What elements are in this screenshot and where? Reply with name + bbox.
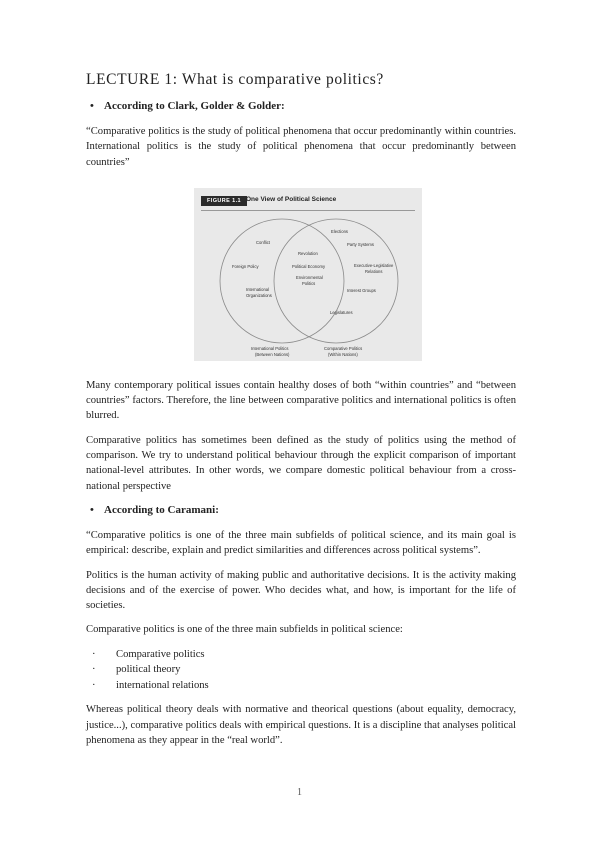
venn-label: Political Economy [292, 263, 326, 269]
list-bullet-icon: · [92, 648, 96, 660]
venn-label: Environmental [296, 274, 323, 280]
body-paragraph: Comparative politics is one of the three main subfields in political science: [86, 624, 403, 636]
venn-label: Party Systems [347, 241, 374, 247]
list-bullet-icon: · [92, 679, 96, 691]
venn-label: Interest Groups [347, 287, 376, 293]
section-bullet-caramani [86, 503, 516, 518]
list-item-text: international relations [116, 679, 209, 691]
venn-label: Organizations [246, 292, 272, 298]
venn-diagram [194, 188, 422, 361]
venn-label: Politics [302, 280, 316, 286]
list-item-text: political theory [116, 664, 181, 676]
venn-label: Revolution [298, 250, 318, 256]
venn-caption: (Within Nations) [328, 351, 358, 357]
venn-label: International [246, 286, 270, 292]
left-circle [220, 219, 344, 343]
list-item [86, 678, 516, 694]
venn-label: Executive-Legislative [354, 262, 394, 268]
venn-label: Foreign Policy [232, 263, 259, 269]
venn-label: Conflict [256, 239, 270, 245]
document-body [86, 70, 516, 757]
venn-caption: Comparative Politics [324, 345, 363, 351]
list-item [86, 662, 516, 678]
right-circle [274, 219, 398, 343]
caramani-definition-quote: “Comparative politics is one of the three main subfields of political science, and its main goal is empirical: describe, explain and predict similarities and differences across political systems”. [86, 529, 516, 557]
body-paragraph: Many contemporary political issues contain healthy doses of both “within countries” and “between countries” factors. Therefore, the line between comparative politics and international politics is often blurred. [86, 379, 516, 422]
list-item [86, 647, 516, 663]
venn-label: Elections [331, 228, 348, 234]
list-bullet-icon: · [92, 664, 96, 676]
section-label: According to Clark, Golder & Golder: [104, 100, 285, 112]
subfields-list [86, 647, 516, 694]
lecture-heading: LECTURE 1: What is comparative politics? [86, 71, 384, 88]
body-paragraph: Whereas political theory deals with normative and theorical questions (about equality, democracy, justice...), comparative politics deals with empirical questions. It is a discipline that analyses political phenomena as they appear in the “real world”. [86, 704, 516, 746]
figure-header [194, 195, 422, 210]
venn-caption: International Politics [251, 345, 289, 351]
figure-divider [201, 210, 415, 211]
venn-label: Legislatures [330, 309, 353, 315]
venn-caption: (Between Nations) [255, 351, 290, 357]
list-item-text: Comparative politics [116, 648, 205, 660]
clark-definition-quote: “Comparative politics is the study of political phenomena that occur predominantly within countries. International politics is the study of political phenomena that occur predominantly between countries” [86, 126, 516, 168]
body-paragraph: Politics is the human activity of making public and authoritative decisions. It is the activity making decisions and of the exercise of power. Who decides what, and how, is important for the life of societies. [86, 569, 516, 612]
section-bullet-clark [86, 99, 516, 114]
body-paragraph: Comparative politics has sometimes been defined as the study of politics using the method of comparison. We try to understand political behaviour through the explicit comparison of important national-level attributes. In other words, we compare domestic political behaviour from a cross-national perspective [86, 434, 516, 492]
section-label: According to Caramani: [104, 503, 219, 516]
venn-label: Relations [365, 268, 383, 274]
venn-figure [194, 188, 422, 361]
bullet-icon: • [90, 503, 94, 516]
bullet-icon: • [90, 100, 94, 112]
figure-title: One View of Political Science [246, 195, 337, 203]
figure-tag: FIGURE 1.1 [201, 196, 247, 206]
page-number: 1 [297, 787, 302, 798]
